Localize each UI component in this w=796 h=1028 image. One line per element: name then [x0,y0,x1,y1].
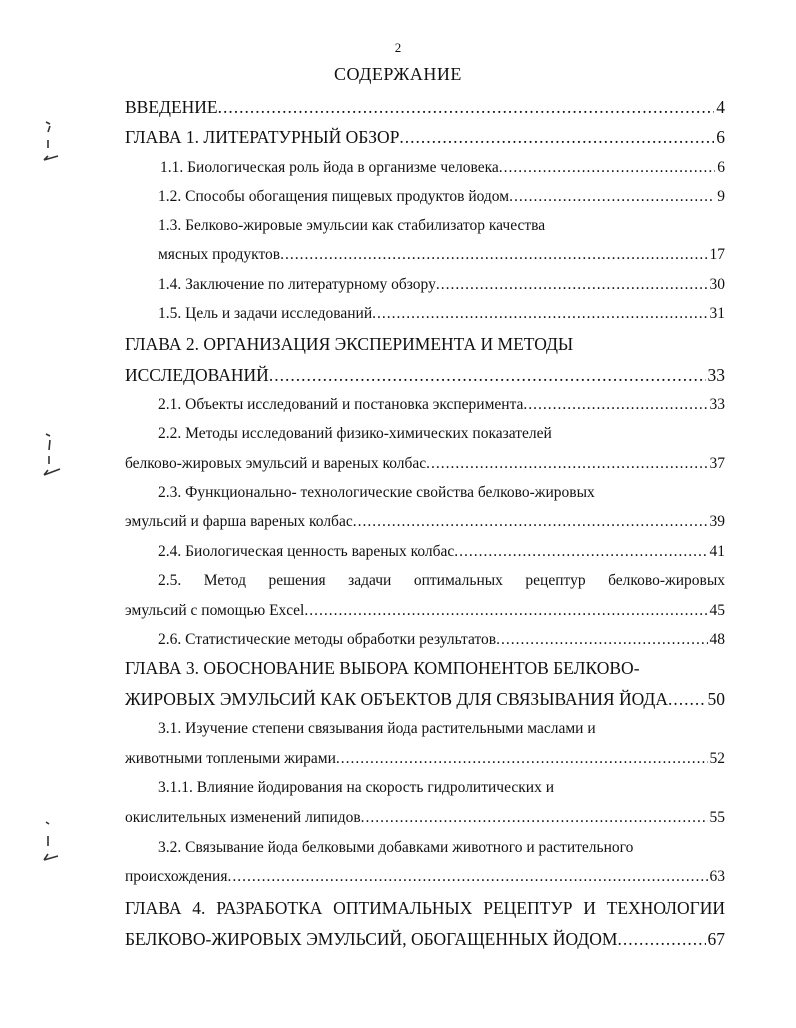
toc-page-number: 50 [707,689,725,709]
dot-leader [280,246,707,264]
dot-leader [353,513,708,531]
toc-entry-2-1 [158,396,725,414]
toc-entry-2-4 [158,543,725,561]
toc-entry-text: окислительных изменений липидов [125,809,361,826]
dot-leader [617,929,705,950]
toc-entry-2-5-line1: 2.5. Метод решения задачи оптимальных рецептур белково-жировых [158,572,725,589]
toc-entry-1-5 [158,305,725,323]
toc-entry-3-2 [125,868,725,886]
toc-entry-text: 1.4. Заключение по литературному обзору [158,276,436,293]
toc-entry-2-3-line1: 2.3. Функционально- технологические свойства белково-жировых [158,484,595,501]
toc-page-number: 31 [709,305,725,322]
toc-entry-text: ИССЛЕДОВАНИЙ [125,365,269,385]
toc-page-number: 45 [709,602,725,619]
dot-leader [436,276,708,294]
dot-leader [523,396,707,414]
toc-entry-1-1 [160,159,725,177]
toc-page-number: 6 [717,159,725,176]
toc-entry-text: белково-жировых эмульсий и вареных колбас [125,455,427,472]
toc-entry-text: 1.5. Цель и задачи исследований [158,305,373,322]
binding-mark [38,818,68,878]
toc-entry-2-2-line1: 2.2. Методы исследований физико-химических показателей [158,425,552,442]
toc-page-number: 9 [717,188,725,205]
dot-leader [218,97,715,118]
toc-page-number: 37 [709,455,725,472]
binding-mark [38,430,68,490]
toc-entry-chapter-4 [125,929,725,950]
dot-leader [372,305,707,323]
toc-entry-text: ГЛАВА 1. ЛИТЕРАТУРНЫЙ ОБЗОР [125,127,400,147]
dot-leader [496,631,707,649]
dot-leader [361,809,708,827]
toc-entry-text: эмульсий и фарша вареных колбас [125,513,353,530]
toc-entry-text: ЖИРОВЫХ ЭМУЛЬСИЙ КАК ОБЪЕКТОВ ДЛЯ СВЯЗЫВАНИЯ ЙОДА [125,689,668,709]
dot-leader [336,750,708,768]
toc-entry-text: БЕЛКОВО-ЖИРОВЫХ ЭМУЛЬСИЙ, ОБОГАЩЕННЫХ ЙОДОМ [125,929,618,949]
toc-page-number: 52 [709,750,725,767]
page-number: 2 [394,40,402,55]
toc-entry-chapter-3 [125,689,725,710]
dot-leader [426,455,707,473]
toc-entry-text: мясных продуктов [158,246,281,263]
toc-page-number: 39 [709,513,725,530]
toc-entry-text: 1.1. Биологическая роль йода в организме человека [160,159,499,176]
toc-entry-1-3-line1: 1.3. Белково-жировые эмульсии как стабилизатор качества [158,217,546,234]
toc-page-number: 48 [709,631,725,648]
toc-page-number: 67 [707,929,725,949]
toc-entry-chapter-4-line1: ГЛАВА 4. РАЗРАБОТКА ОПТИМАЛЬНЫХ РЕЦЕПТУР И ТЕХНОЛОГИИ [125,898,725,918]
dot-leader [509,188,715,206]
toc-entry-chapter-1 [125,127,725,148]
toc-page-number: 41 [709,543,725,560]
toc-entry-3-1-line1: 3.1. Изучение степени связывания йода растительными маслами и [158,720,596,737]
toc-page-number: 6 [716,127,725,147]
dot-leader [399,127,714,148]
toc-page-number: 4 [716,97,725,117]
dot-leader [454,543,707,561]
dot-leader [227,868,707,886]
toc-entry-2-3 [125,513,725,531]
page-title: СОДЕРЖАНИЕ [334,64,462,84]
toc-entry-text: 2.4. Биологическая ценность вареных колбас [158,543,455,560]
toc-entry-text: 1.2. Способы обогащения пищевых продуктов йодом [158,188,510,205]
toc-entry-1-4 [158,276,725,294]
toc-entry-text: 2.1. Объекты исследований и постановка эксперимента [158,396,524,413]
dot-leader [269,365,706,386]
toc-entry-chapter-2 [125,365,725,386]
toc-entry-1-3 [158,246,725,264]
toc-entry-2-2 [125,455,725,473]
dot-leader [304,602,707,620]
toc-page-number: 30 [709,276,725,293]
toc-entry-text: 2.6. Статистические методы обработки результатов [158,631,497,648]
toc-entry-2-5 [125,602,725,620]
toc-entry-3-1-1 [125,809,725,827]
dot-leader [668,689,706,710]
toc-page-number: 55 [709,809,725,826]
toc-entry-1-2 [158,188,725,206]
toc-entry-3-1 [125,750,725,768]
toc-page-number: 63 [709,868,725,885]
toc-entry-text: ВВЕДЕНИЕ [125,97,218,117]
toc-entry-2-6 [158,631,725,649]
toc-entry-text: животными топлеными жирами [125,750,336,767]
toc-entry-3-1-1-line1: 3.1.1. Влияние йодирования на скорость гидролитических и [158,779,554,796]
toc-page-number: 17 [709,246,725,263]
binding-mark [38,118,68,178]
toc-entry-chapter-2-line1: ГЛАВА 2. ОРГАНИЗАЦИЯ ЭКСПЕРИМЕНТА И МЕТОДЫ [125,334,574,354]
toc-entry-3-2-line1: 3.2. Связывание йода белковыми добавками животного и растительного [158,839,634,856]
toc-entry-text: эмульсий с помощью Excel [125,602,305,619]
toc-entry-chapter-3-line1: ГЛАВА 3. ОБОСНОВАНИЕ ВЫБОРА КОМПОНЕНТОВ БЕЛКОВО- [125,658,640,678]
toc-entry-text: происхождения [125,868,228,885]
dot-leader [499,159,715,177]
toc-page-number: 33 [707,365,725,385]
toc-page-number: 33 [709,396,725,413]
toc-entry-intro [125,97,725,118]
